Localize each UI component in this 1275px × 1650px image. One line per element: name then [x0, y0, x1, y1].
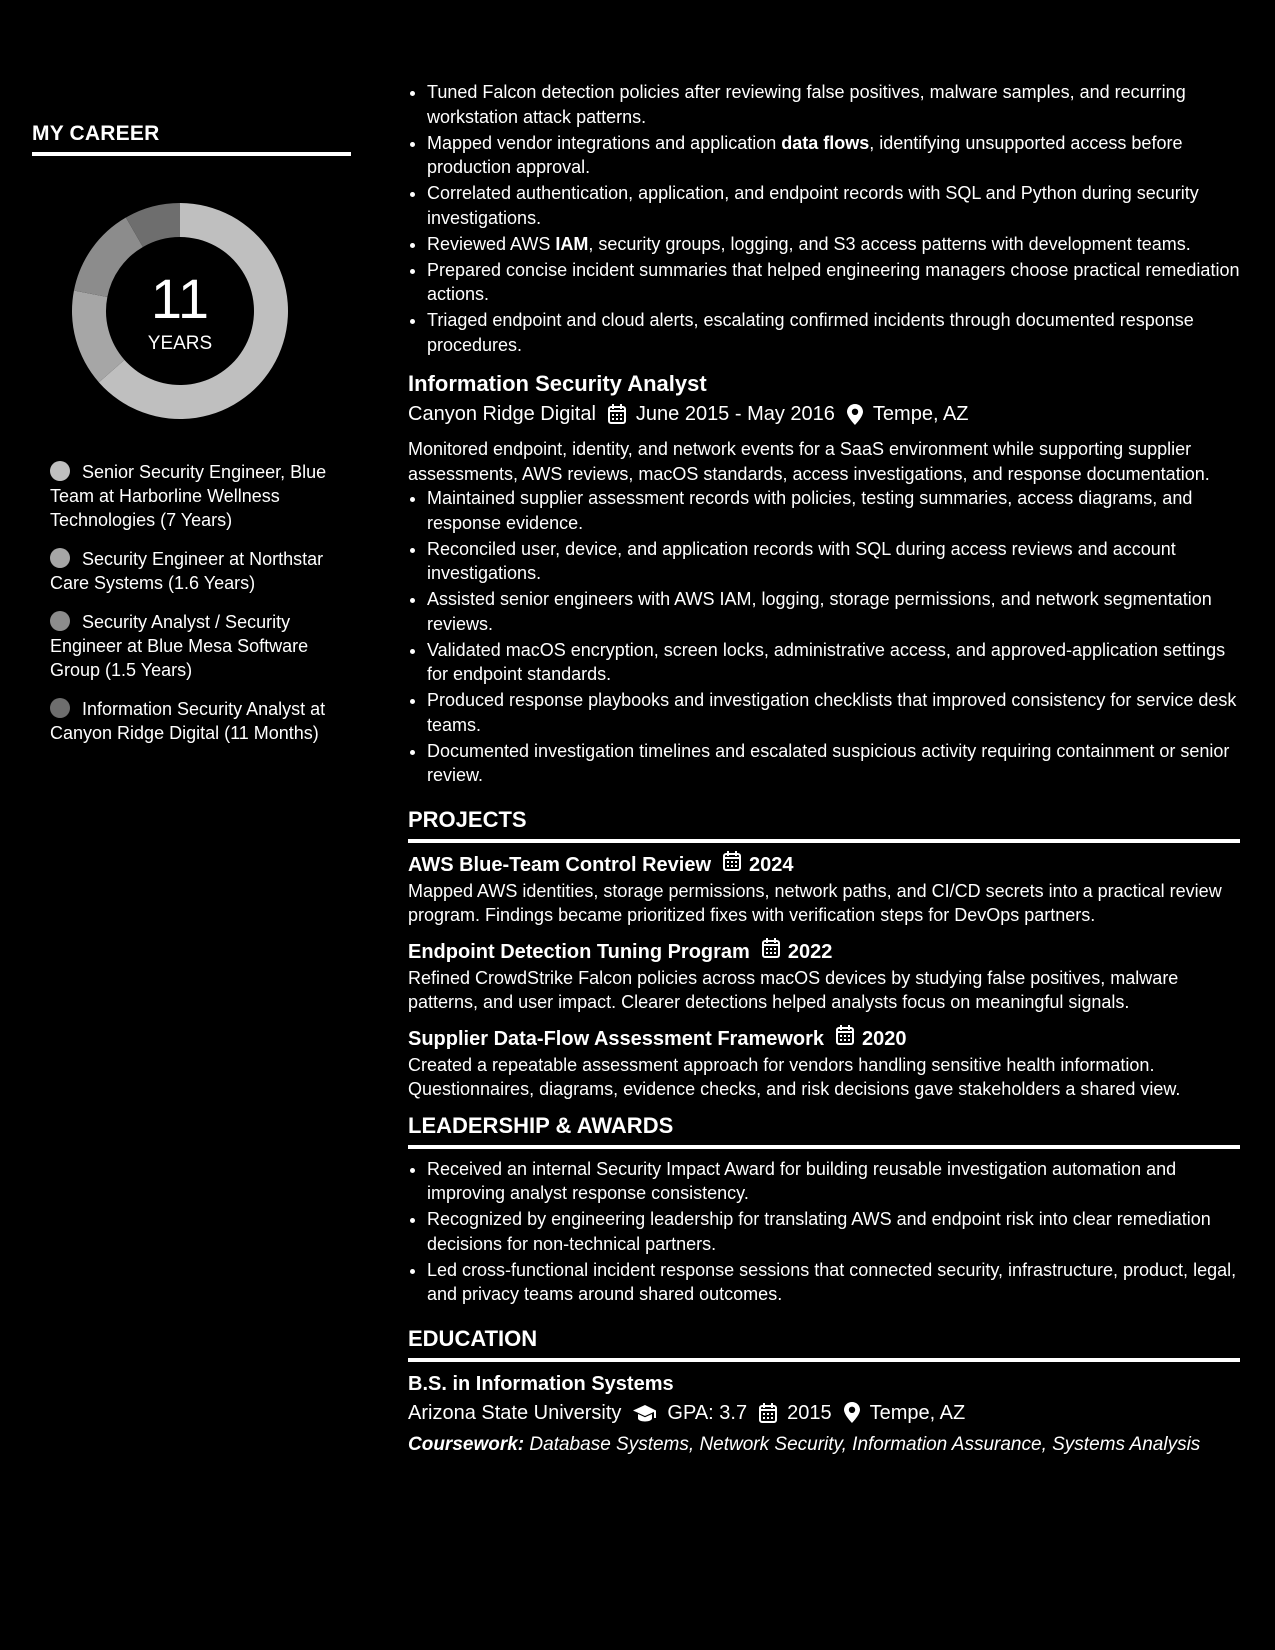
- calendar-icon: [836, 1025, 854, 1053]
- previous-job-bullets: [408, 80, 1240, 357]
- project-header: [408, 1025, 1240, 1053]
- projects-list: [408, 851, 1240, 1102]
- project-year: 2024: [749, 853, 794, 876]
- total-years-value: 11: [150, 267, 210, 330]
- job-dates: June 2015 - May 2016: [635, 403, 835, 425]
- location-pin-icon: [847, 404, 863, 425]
- award-item: • Led cross-functional incident response sessions that connected security, infrastructure, product, legal, and privacy teams around shared outcomes.: [427, 1258, 1240, 1307]
- education-meta: [408, 1398, 1240, 1428]
- job-location: Tempe, AZ: [872, 403, 969, 425]
- bullet-item: • Triaged endpoint and cloud alerts, escalating confirmed incidents through documented response procedures.: [427, 308, 1240, 357]
- legend-dot-icon: [50, 461, 70, 481]
- bullet-item: • Mapped vendor integrations and application data flows, identifying unsupported access before production approval.: [427, 131, 1240, 180]
- job-title: Information Security Analyst: [408, 371, 707, 396]
- award-item: • Recognized by engineering leadership for translating AWS and endpoint risk into clear remediation decisions for non-technical partners.: [427, 1207, 1240, 1256]
- leadership-heading: LEADERSHIP & AWARDS: [408, 1112, 1240, 1149]
- bullet-item: • Reconciled user, device, and application records with SQL during access reviews and account investigations.: [427, 537, 1240, 586]
- donut-center: [65, 196, 295, 426]
- school-name: Arizona State University: [408, 1401, 622, 1424]
- legend-dot-icon: [50, 548, 70, 568]
- project-name: Supplier Data-Flow Assessment Framework: [408, 1027, 825, 1050]
- projects-heading: PROJECTS: [408, 806, 1240, 843]
- career-legend-item: [50, 697, 330, 745]
- legend-dot-icon: [50, 698, 70, 718]
- bullet-item: • Produced response playbooks and investigation checklists that improved consistency for service desk teams.: [427, 688, 1240, 737]
- bullet-item: • Correlated authentication, application, and endpoint records with SQL and Python during security investigations.: [427, 181, 1240, 230]
- coursework: [408, 1432, 1240, 1457]
- project-name: Endpoint Detection Tuning Program: [408, 940, 750, 963]
- project-description: Refined CrowdStrike Falcon policies across macOS devices by studying false positives, malware patterns, and user impact. Clearer detections helped analysts focus on meaningful signals.: [408, 967, 1179, 1012]
- career-donut-chart: [65, 196, 295, 426]
- project-description: Created a repeatable assessment approach for vendors handling sensitive health information. Questionnaires, diagrams, evidence checks, and risk decisions gave stakeholders a shared view.: [408, 1054, 1181, 1099]
- bullet-item: • Validated macOS encryption, screen locks, administrative access, and approved-application settings for endpoint standards.: [427, 638, 1240, 687]
- bullet-item: • Documented investigation timelines and escalated suspicious activity requiring containment or senior review.: [427, 739, 1240, 788]
- bullet-item: • Maintained supplier assessment records with policies, testing summaries, access diagrams, and response evidence.: [427, 486, 1240, 535]
- education-heading: EDUCATION: [408, 1325, 1240, 1362]
- award-item: • Received an internal Security Impact Award for building reusable investigation automation and improving analyst response consistency.: [427, 1157, 1240, 1206]
- calendar-icon: [723, 851, 741, 879]
- project-year: 2020: [862, 1027, 907, 1050]
- project-description: Mapped AWS identities, storage permissions, network paths, and CI/CD secrets into a practical review program. Findings became prioritized fixes with verification steps for DevOps partners.: [408, 880, 1222, 925]
- degree-title: B.S. in Information Systems: [408, 1372, 674, 1395]
- project-name: AWS Blue-Team Control Review: [408, 853, 712, 876]
- career-legend-item: [50, 610, 330, 682]
- bullet-item: • Prepared concise incident summaries that helped engineering managers choose practical remediation actions.: [427, 258, 1240, 307]
- bullet-item: • Reviewed AWS IAM, security groups, logging, and S3 access patterns with development teams.: [427, 232, 1240, 257]
- gpa: GPA: 3.7: [667, 1401, 748, 1424]
- graduation-year: 2015: [787, 1401, 832, 1424]
- project-header: [408, 851, 1240, 879]
- location-pin-icon: [844, 1402, 860, 1423]
- graduation-cap-icon: [633, 1404, 657, 1422]
- bullet-item: • Assisted senior engineers with AWS IAM, logging, storage permissions, and network segmentation reviews.: [427, 587, 1240, 636]
- job-summary: Monitored endpoint, identity, and network events for a SaaS environment while supporting supplier assessments, AWS reviews, macOS standards, access investigations, and response documentation.: [408, 439, 1210, 484]
- total-years-unit: YEARS: [147, 333, 213, 354]
- career-heading: MY CAREER: [32, 122, 351, 156]
- education-location: Tempe, AZ: [869, 1401, 966, 1424]
- career-sidebar: [32, 122, 351, 760]
- legend-label: Information Security Analyst at Canyon Ridge Digital (11 Months): [50, 699, 326, 743]
- calendar-icon: [762, 938, 780, 966]
- project-year: 2022: [787, 940, 833, 963]
- job-bullets: [408, 486, 1240, 788]
- legend-label: Security Analyst / Security Engineer at Blue Mesa Software Group (1.5 Years): [50, 612, 309, 680]
- job-meta: [408, 399, 1240, 429]
- coursework-list: Database Systems, Network Security, Information Assurance, Systems Analysis: [529, 1433, 1201, 1455]
- main-content: [408, 80, 1240, 1457]
- calendar-icon: [759, 1403, 777, 1423]
- legend-dot-icon: [50, 611, 70, 631]
- calendar-icon: [608, 404, 626, 424]
- legend-label: Senior Security Engineer, Blue Team at Harborline Wellness Technologies (7 Years): [50, 462, 327, 530]
- career-legend-item: [50, 547, 330, 595]
- project-header: [408, 938, 1240, 966]
- legend-label: Security Engineer at Northstar Care Systems (1.6 Years): [50, 549, 324, 593]
- career-legend-item: [50, 460, 330, 532]
- bullet-item: • Tuned Falcon detection policies after reviewing false positives, malware samples, and recurring workstation attack patterns.: [427, 80, 1240, 129]
- career-legend: [50, 460, 330, 745]
- coursework-label: Coursework:: [408, 1433, 525, 1455]
- job-company: Canyon Ridge Digital: [408, 403, 596, 425]
- leadership-list: [408, 1157, 1240, 1307]
